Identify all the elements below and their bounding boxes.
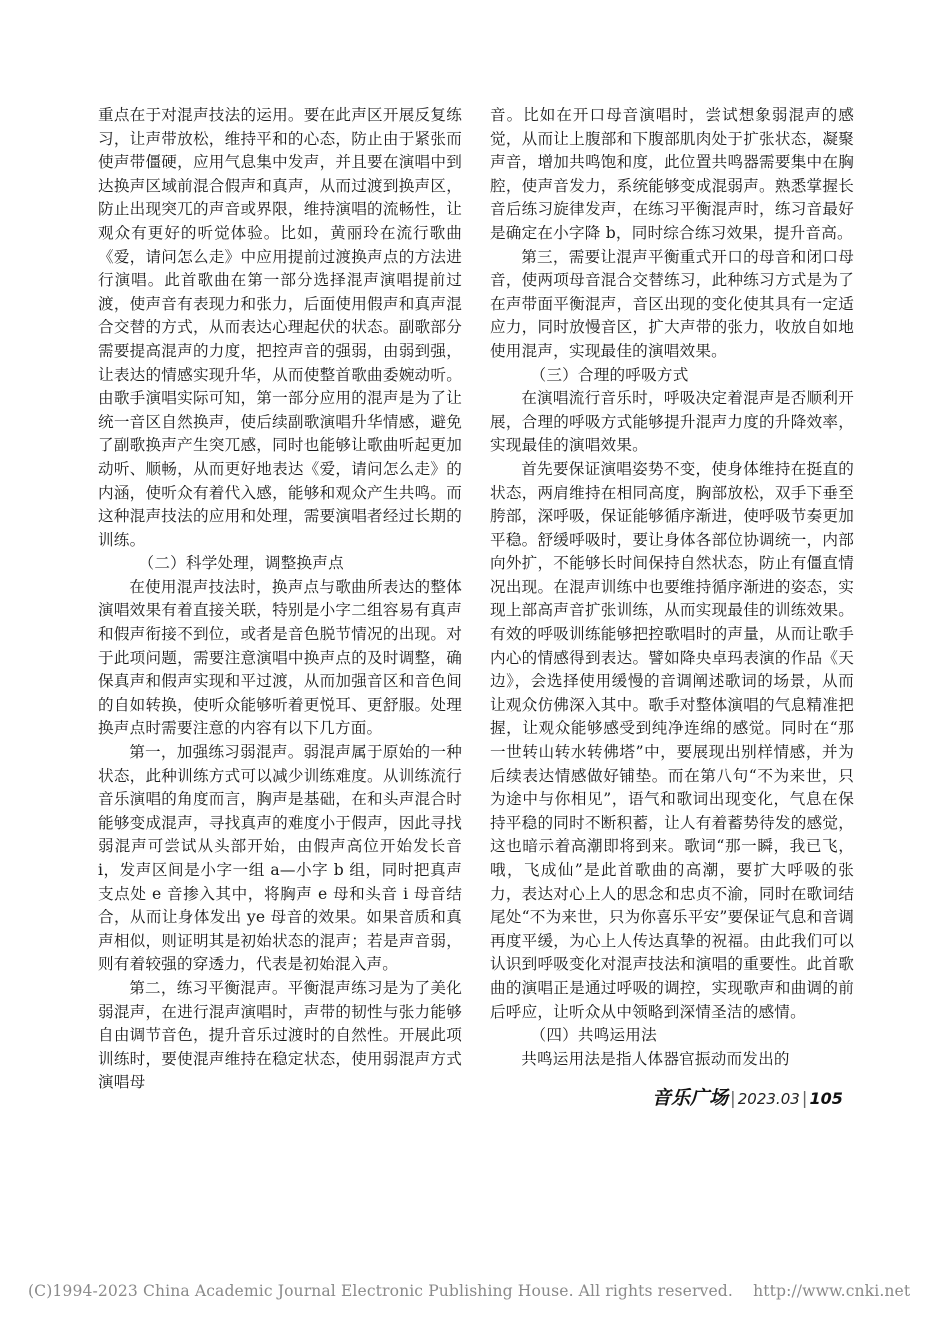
- section-heading: （三）合理的呼吸方式: [530, 365, 689, 384]
- issue-date: 2023.03: [737, 1090, 800, 1108]
- page-footer: [652, 1083, 843, 1110]
- paragraph: 第三，需要让混声平衡重式开口的母音和闭口母音，使两项母音混合交替练习，此种练习方式是为了在声带面平衡混声，音区出现的变化使其具有一定适应力，同时放慢音区，扩大声带的张力，收放自如地使用混声，实现最佳的演唱效果。: [490, 247, 854, 360]
- paragraph: 在演唱流行音乐时，呼吸决定着混声是否顺利开展，合理的呼吸方式能够提升混声力度的升降效率，实现最佳的演唱效果。: [490, 389, 854, 455]
- section-heading: （二）科学处理，调整换声点: [138, 554, 344, 573]
- footer-separator: |: [801, 1089, 808, 1109]
- copyright-line: (C)1994-2023 China Academic Journal Electronic Publishing House. All rights reserved. http://www.cnki.net: [28, 1282, 911, 1300]
- page-number: 105: [809, 1089, 843, 1108]
- paragraph: 共鸣运用法是指人体器官振动而发出的: [521, 1049, 790, 1068]
- left-column: [98, 104, 462, 1095]
- footer-separator: |: [730, 1089, 736, 1109]
- paragraph: 第二，练习平衡混声。平衡混声练习是为了美化弱混声，在进行混声演唱时，声带的韧性与张力能够自由调节音色，提升音乐过渡时的自然性。开展此项训练时，要使混声维持在稳定状态，使用弱混声方式演唱母: [98, 978, 462, 1092]
- paragraph: 重点在于对混声技法的运用。要在此声区开展反复练习，让声带放松，维持平和的心态，防止由于紧张而使声带僵硬，应用气息集中发声，并且要在演唱中到达换声区域前混合假声和真声，从而过渡到换声区，防止出现突兀的声音或界限，维持演唱的流畅性，让观众有更好的听觉体验。比如，黄丽玲在流行歌曲《爱，请问怎么走》中应用提前过渡换声点的方法进行演唱。此首歌曲在第一部分选择混声演唱提前过渡，使声音有表现力和张力，后面使用假声和真声混合交替的方式，从而表达心理起伏的状态。副歌部分需要提高混声的力度，把控声音的强弱，由弱到强，让表达的情感实现升华，从而使整首歌曲委婉动听。由歌手演唱实际可知，第一部分应用的混声是为了让统一音区自然换声，使后续副歌演唱升华情感，避免了副歌换声产生突兀感，同时也能够让歌曲听起更加动听、顺畅，从而更好地表达《爱，请问怎么走》的内涵，使听众有着代入感，能够和观众产生共鸣。而这种混声技法的应用和处理，需要演唱者经过长期的训练。: [98, 106, 462, 549]
- paragraph: 第一，加强练习弱混声。弱混声属于原始的一种状态，此种训练方式可以减少训练难度。从训练流行音乐演唱的角度而言，胸声是基础，在和头声混合时能够变成混声，寻找真声的难度小于假声，因此寻找弱混声可尝试从头部开始，由假声高位开始发长音 i，发声区间是小字一组 a—小字 b 组，同时把真声支点处 e 音掺入其中，将胸声 e 母和头音 i 母音结合，从而让身体发出 ye 母音的效果。如果音质和真声相似，则证明其是初始状态的混声；若是声音弱，则有着较强的穿透力，代表是初始混入声。: [98, 743, 462, 974]
- paragraph: 音。比如在开口母音演唱时，尝试想象弱混声的感觉，从而让上腹部和下腹部肌肉处于扩张状态，凝聚声音，增加共鸣饱和度，此位置共鸣器需要集中在胸腔，使声音发力，系统能够变成混弱声。熟悉掌握长音后练习旋律发声，在练习平衡混声时，练习音最好是确定在小字降 b，同时综合练习效果，提升音高。: [490, 106, 854, 242]
- section-heading: （四）共鸣运用法: [530, 1026, 657, 1045]
- paragraph: 在使用混声技法时，换声点与歌曲所表达的整体演唱效果有着直接关联，特别是小字二组容易有真声和假声衔接不到位，或者是音色脱节情况的出现。对于此项问题，需要注意演唱中换声点的及时调整，确保真声和假声实现和平过渡，从而加强音区和音色间的自如转换，使听众能够听着更悦耳、更舒服。处理换声点时需要注意的内容有以下几方面。: [98, 577, 462, 738]
- right-column: [490, 104, 854, 1071]
- magazine-name: 音乐广场: [652, 1087, 729, 1109]
- paragraph: 首先要保证演唱姿势不变，使身体维持在挺直的状态，两肩维持在相同高度，胸部放松，双手下垂至胯部，深呼吸，保证能够循序渐进，使呼吸节奏更加平稳。舒缓呼吸时，要让身体各部位协调统一，内部向外扩，不能够长时间保持自然状态，防止有僵直情况出现。在混声训练中也要维持循序渐进的姿态，实现上部高声音扩张训练，从而实现最佳的训练效果。有效的呼吸训练能够把控歌唱时的声量，从而让歌手内心的情感得到表达。譬如降央卓玛表演的作品《天边》，会选择使用缓慢的音调阐述歌词的场景，从而让观众仿佛深入其中。歌手对整体演唱的气息精准把握，让观众能够感受到纯净连绵的感觉。同时在“那一世转山转水转佛塔”中，要展现出别样情感，并为后续表达情感做好铺垫。而在第八句“不为来世，只为途中与你相见”，语气和歌词出现变化，气息在保持平稳的同时不断积蓄，让人有着蓄势待发的感觉，这也暗示着高潮即将到来。歌词“那一瞬，我已飞，哦，飞成仙”是此首歌曲的高潮，要扩大呼吸的张力，表达对心上人的思念和忠贞不渝，同时在歌词结尾处“不为来世，只为你喜乐平安”要保证气息和音调再度平缓，为心上人传达真挚的祝福。由此我们可以认识到呼吸变化对混声技法和演唱的重要性。此首歌曲的演唱正是通过呼吸的调控，实现歌声和曲调的前后呼应，让听众从中领略到深情圣洁的感情。: [490, 459, 854, 1021]
